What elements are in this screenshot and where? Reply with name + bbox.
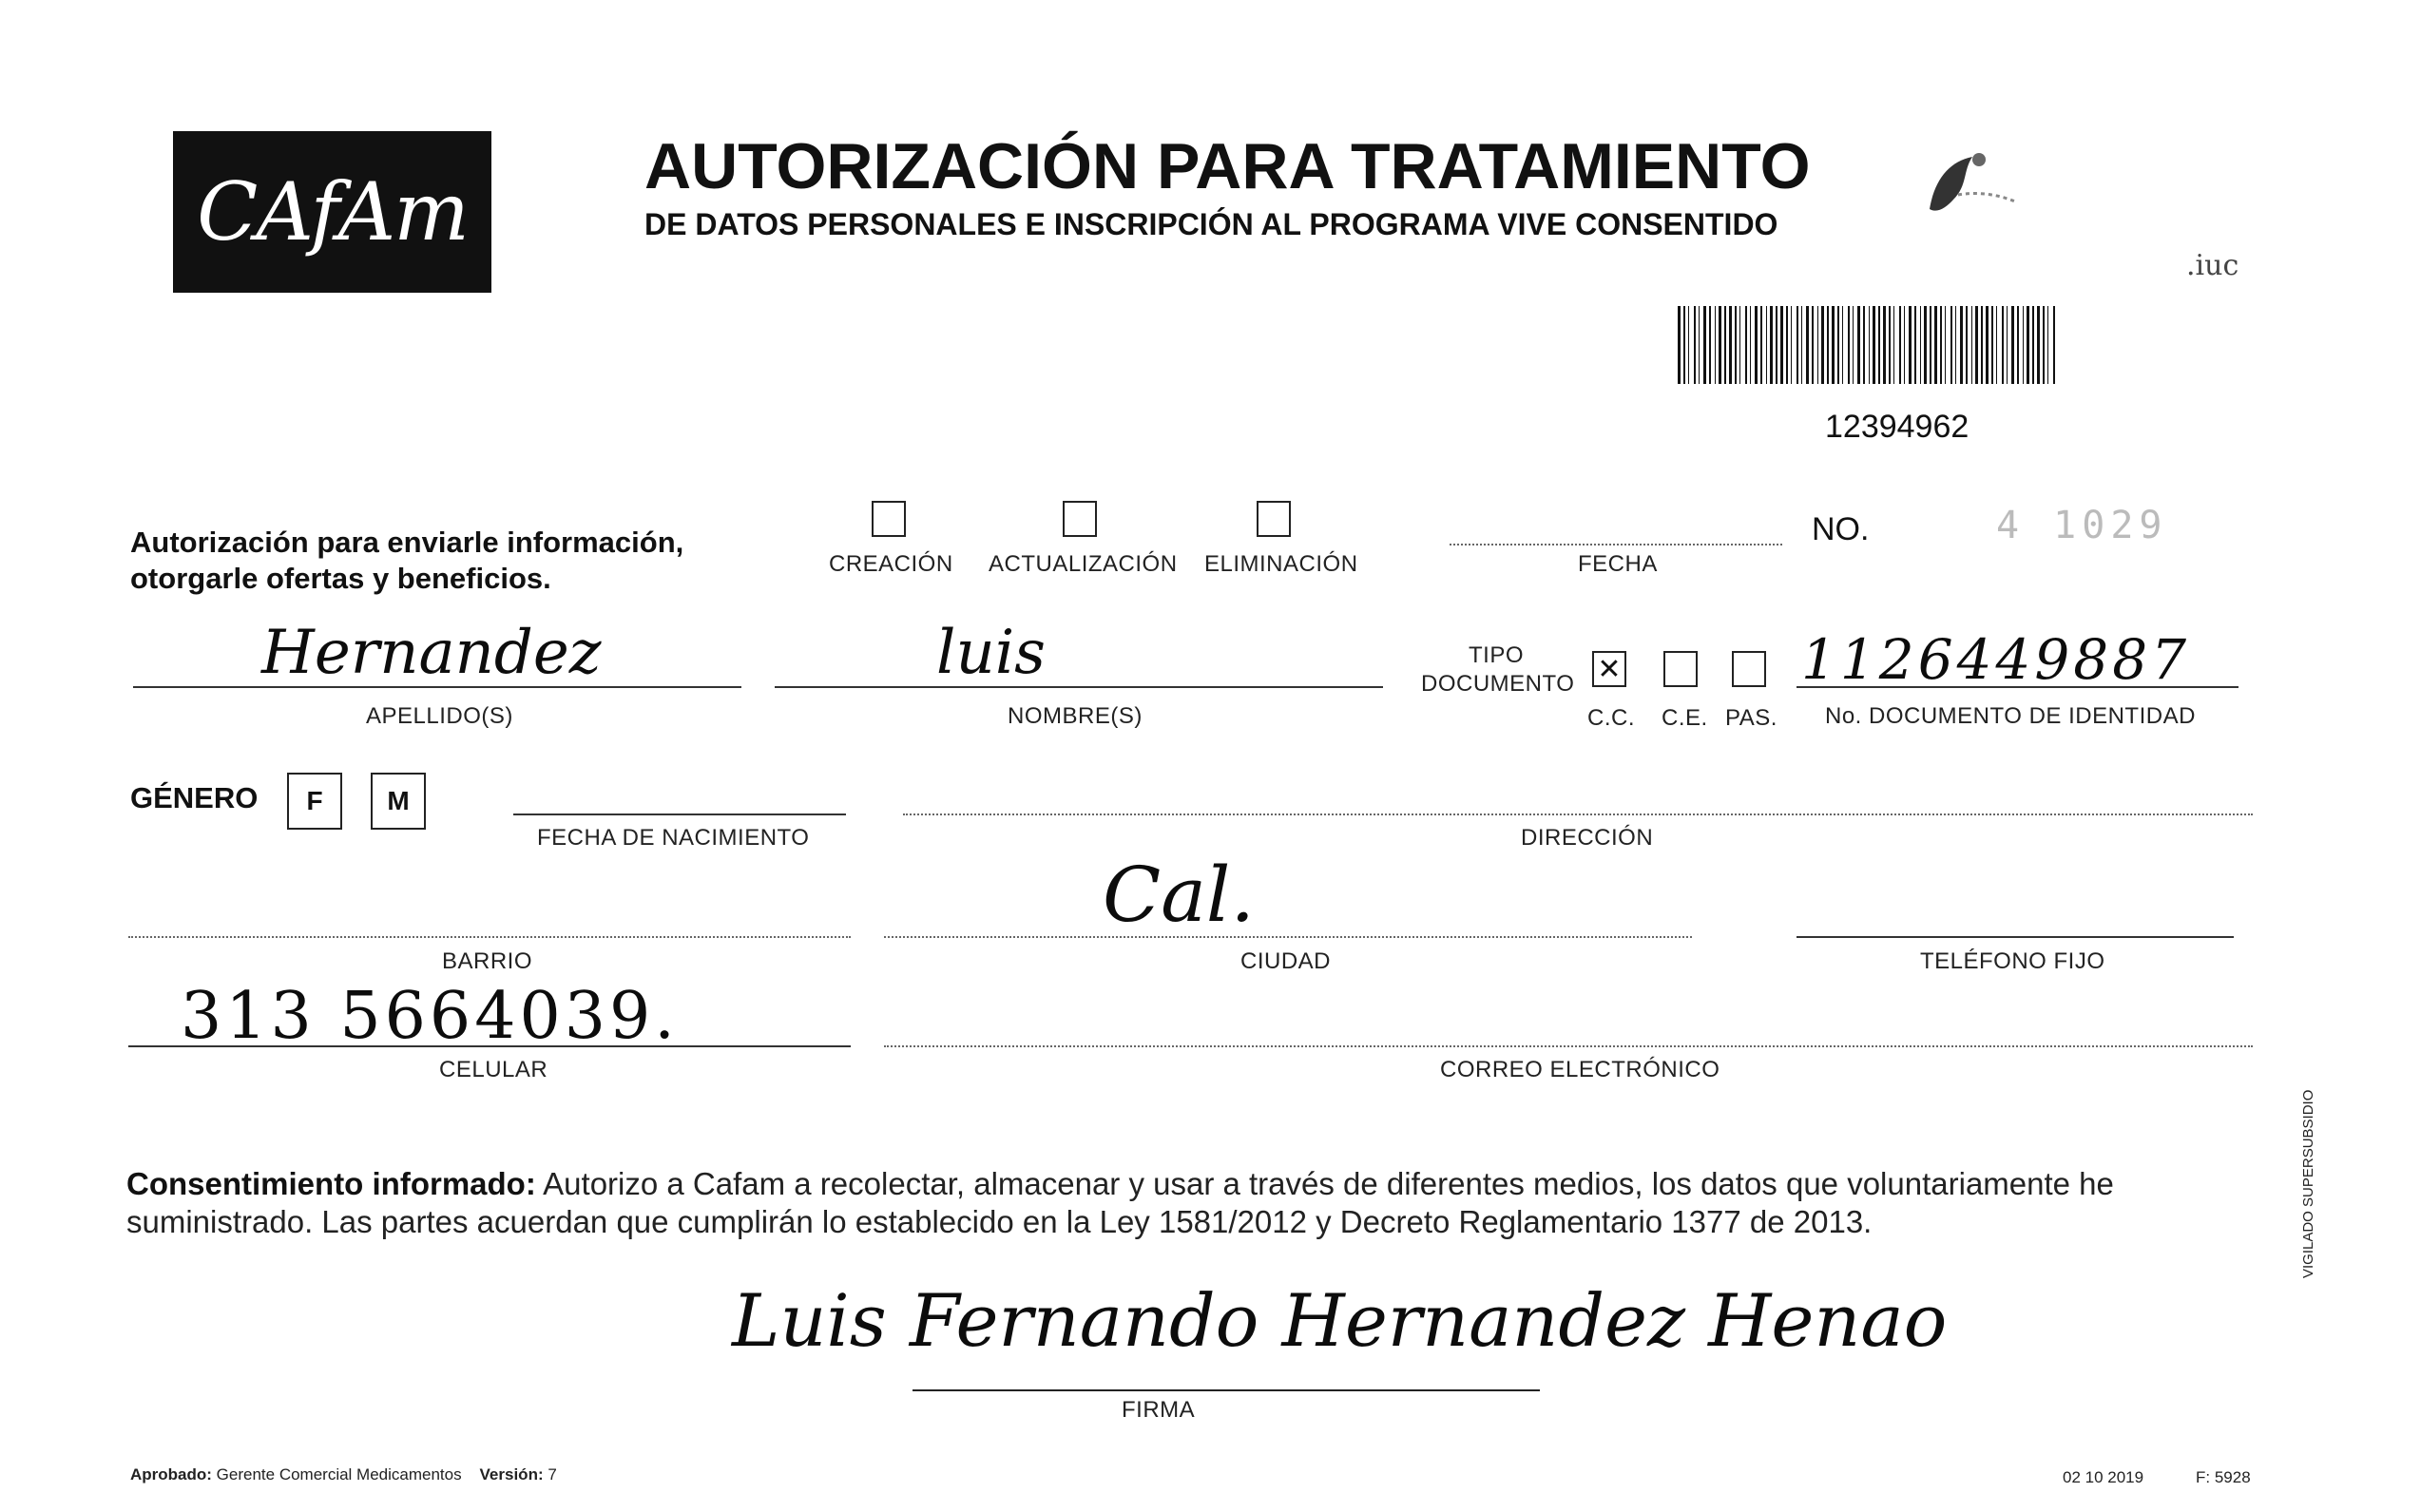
apellidos-value[interactable]: Hernandez [261, 618, 602, 688]
barcode-bar [1750, 306, 1751, 384]
barcode-bar [1853, 306, 1854, 384]
telefono-line [1797, 936, 2234, 938]
barcode-bar [1766, 306, 1767, 384]
barcode-bar [1904, 306, 1905, 384]
direccion-label: DIRECCIÓN [1521, 825, 1654, 851]
celular-value[interactable]: 313 5664039. [181, 979, 679, 1054]
barcode-bar [1971, 306, 1972, 384]
consent-text [126, 1165, 2237, 1241]
barcode-bar [1776, 306, 1777, 384]
barcode-bar [1873, 306, 1875, 384]
barrio-line [128, 936, 851, 938]
barcode-bar [1755, 306, 1758, 384]
documento-label: DOCUMENTO [1421, 671, 1575, 697]
ce-checkbox[interactable] [1663, 651, 1698, 687]
barcode-bar [1703, 306, 1706, 384]
barcode-bar [1920, 306, 1921, 384]
consent-heading: Consentimiento informado: [126, 1166, 536, 1201]
barcode-bar [1899, 306, 1901, 384]
barcode-bar [1745, 306, 1747, 384]
cc-label: C.C. [1587, 705, 1635, 731]
barcode-bar [1945, 306, 1946, 384]
barcode-bar [1791, 306, 1792, 384]
barcode-bar [1709, 306, 1711, 384]
barcode-bar [1724, 306, 1726, 384]
doc-number-label: No. DOCUMENTO DE IDENTIDAD [1825, 703, 2196, 729]
barrio-label: BARRIO [442, 948, 533, 974]
barcode-bar [1940, 306, 1942, 384]
barcode-bar [1924, 306, 1927, 384]
cc-check-mark: ✕ [1597, 652, 1622, 686]
barcode-bar [1863, 306, 1865, 384]
barcode-bar [1694, 306, 1696, 384]
telefono-label: TELÉFONO FIJO [1920, 948, 2105, 974]
genero-label: GÉNERO [130, 781, 259, 814]
barcode-bar [1760, 306, 1762, 384]
barcode-bar [1986, 306, 1989, 384]
barcode-bar [1869, 306, 1870, 384]
cafam-logo: CAfAm [173, 131, 491, 293]
barcode-bar [1770, 306, 1773, 384]
barcode-bar [1842, 306, 1843, 384]
barcode-bar [1812, 306, 1814, 384]
form-title: AUTORIZACIÓN PARA TRATAMIENTO [644, 130, 1811, 202]
barcode-bar [1909, 306, 1912, 384]
barcode-bar [1797, 306, 1798, 384]
emblem-icon [1920, 143, 2025, 232]
barcode-bar [1739, 306, 1740, 384]
barcode-bar [2032, 306, 2034, 384]
barcode-bar [1837, 306, 1839, 384]
barcode-bar [2053, 306, 2055, 384]
ciudad-value[interactable]: Cal. [1103, 851, 1255, 939]
correo-label: CORREO ELECTRÓNICO [1440, 1057, 1720, 1082]
direccion-line [903, 813, 2253, 815]
barcode-bar [1960, 306, 1963, 384]
barcode-bar [1806, 306, 1809, 384]
authorization-text [130, 525, 683, 597]
pas-label: PAS. [1725, 705, 1777, 731]
signature-line [913, 1389, 1540, 1391]
version-label: Versión: [479, 1465, 544, 1483]
ciudad-label: CIUDAD [1240, 948, 1332, 974]
barcode-bar [1801, 306, 1802, 384]
barcode-bar [1930, 306, 1931, 384]
pas-checkbox[interactable] [1732, 651, 1766, 687]
ciudad-line [884, 936, 1692, 938]
barcode-bar [1735, 306, 1737, 384]
barcode-bar [1981, 306, 1983, 384]
creacion-checkbox[interactable] [872, 501, 906, 537]
approved-value: Gerente Comercial Medicamentos [216, 1465, 462, 1483]
form-subtitle: DE DATOS PERSONALES E INSCRIPCIÓN AL PROGRAMA VIVE CONSENTIDO [644, 207, 1778, 241]
vigilado-side-text: VIGILADO SUPERSUBSIDIO [2300, 1089, 2316, 1278]
barcode [1678, 306, 2058, 384]
barcode-bar [1883, 306, 1886, 384]
barcode-bar [1955, 306, 1956, 384]
creacion-label: CREACIÓN [829, 551, 953, 577]
barcode-bar [1991, 306, 1993, 384]
barcode-bar [1878, 306, 1880, 384]
apellidos-label: APELLIDO(S) [366, 703, 513, 729]
fecha-line [1450, 544, 1782, 545]
barcode-bar [1889, 306, 1891, 384]
nombres-label: NOMBRE(S) [1008, 703, 1143, 729]
fecha-nacimiento-line [513, 813, 846, 815]
version-value: 7 [548, 1465, 557, 1483]
barcode-bar [1848, 306, 1850, 384]
nombres-line [775, 686, 1383, 688]
eliminacion-checkbox[interactable] [1257, 501, 1291, 537]
barcode-bar [1975, 306, 1978, 384]
eliminacion-label: ELIMINACIÓN [1204, 551, 1358, 577]
genero-m-box[interactable] [371, 773, 426, 830]
authorization-text-line2: otorgarle ofertas y beneficios. [130, 562, 551, 595]
barcode-bar [1678, 306, 1681, 384]
barcode-bar [1857, 306, 1860, 384]
correo-line [884, 1045, 2253, 1047]
actualizacion-checkbox[interactable] [1063, 501, 1097, 537]
barcode-bar [1786, 306, 1788, 384]
barcode-bar [1729, 306, 1732, 384]
nombres-value[interactable]: luis [936, 618, 1046, 688]
barcode-bar [2037, 306, 2040, 384]
footer-date: 02 10 2019 [2063, 1468, 2144, 1486]
tipo-label: TIPO [1469, 642, 1525, 668]
barcode-bar [2047, 306, 2048, 384]
barcode-bar [1832, 306, 1835, 384]
barcode-bar [1950, 306, 1952, 384]
genero-f-box[interactable] [287, 773, 342, 830]
barcode-bar [1719, 306, 1721, 384]
barcode-bar [1827, 306, 1829, 384]
barcode-bar [1817, 306, 1818, 384]
fecha-label: FECHA [1578, 551, 1658, 577]
ce-label: C.E. [1662, 705, 1708, 731]
doc-number-value[interactable]: 1126449887 [1801, 627, 2191, 692]
barcode-bar [1683, 306, 1685, 384]
barcode-bar [2007, 306, 2008, 384]
barcode-bar [2002, 306, 2004, 384]
consent-body: Autorizo a Cafam a recolectar, almacenar y usar a través de diferentes medios, los datos que voluntariamente he suministrado. Las partes acuerdan que cumplirán lo establecido en la Ley 1581/2012 y Decreto Reglamentario 1377 de 2013. [126, 1166, 2114, 1239]
celular-label: CELULAR [439, 1057, 548, 1082]
barcode-number: 12394962 [1825, 409, 1969, 445]
genero-m-label: M [387, 786, 410, 815]
barcode-bar [1780, 306, 1783, 384]
barcode-bar [1821, 306, 1824, 384]
barcode-bar [1699, 306, 1700, 384]
signature-value[interactable]: Luis Fernando Hernandez Henao [732, 1278, 1948, 1363]
number-label: NO. [1812, 511, 1870, 547]
barcode-bar [2043, 306, 2045, 384]
cc-checkbox[interactable] [1592, 651, 1626, 687]
actualizacion-label: ACTUALIZACIÓN [989, 551, 1178, 577]
barcode-bar [1966, 306, 1968, 384]
firma-label: FIRMA [1122, 1397, 1196, 1423]
barcode-bar [1914, 306, 1916, 384]
barcode-bar [2027, 306, 2029, 384]
barcode-bar [1934, 306, 1937, 384]
approved-label: Aprobado: [130, 1465, 212, 1483]
barcode-bar [2017, 306, 2019, 384]
barcode-bar [2011, 306, 2014, 384]
authorization-text-line1: Autorización para enviarle información, [130, 526, 684, 559]
emblem-text: .iuc [2186, 249, 2239, 282]
footer-approved [130, 1465, 557, 1484]
genero-f-label: F [306, 786, 323, 815]
fecha-nacimiento-label: FECHA DE NACIMIENTO [537, 825, 810, 851]
footer-form-code: F: 5928 [2196, 1468, 2251, 1486]
barcode-bar [1996, 306, 1997, 384]
barcode-bar [1893, 306, 1894, 384]
barcode-bar [2023, 306, 2024, 384]
barcode-bar [1688, 306, 1689, 384]
barcode-bar [1715, 306, 1716, 384]
number-value: 4 1029 [1996, 504, 2168, 547]
